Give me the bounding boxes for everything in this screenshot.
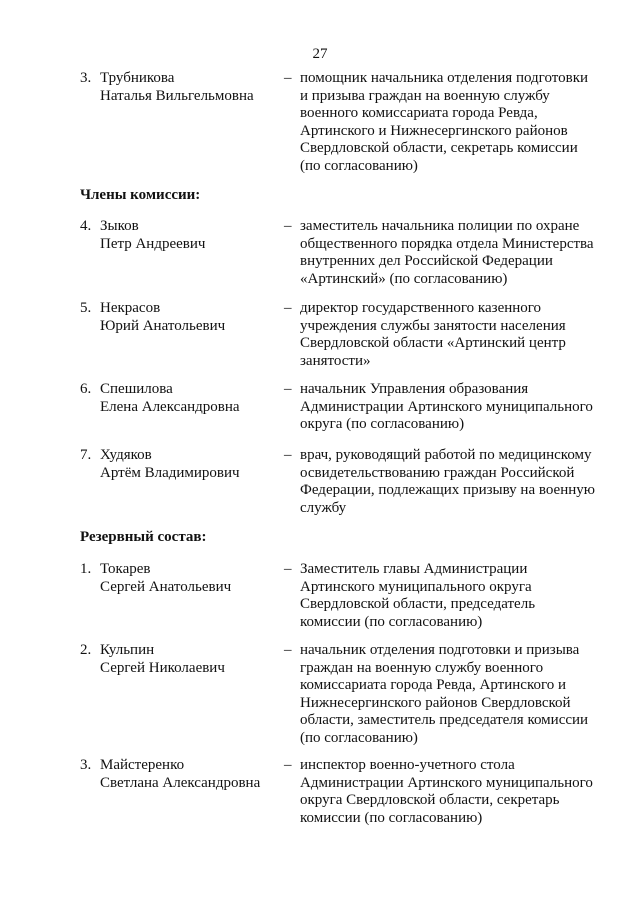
position-description: начальник Управления образования Администрации Артинского муниципального округа (по согласованию) <box>300 381 593 433</box>
dash: – <box>284 218 292 234</box>
reserve-heading: Резервный состав: <box>80 529 207 545</box>
item-number: 7. <box>80 447 92 463</box>
position-description: помощник начальника отделения подготовки и призыва граждан на военную службу военного комиссариата города Ревда, Артинского и Нижнесергинского районов Свердловской области, секретарь комиссии (по согласованию) <box>300 70 589 174</box>
item-number: 1. <box>80 561 92 577</box>
item-number: 3. <box>80 757 92 773</box>
person-name: Худяков Артём Владимирович <box>100 447 240 481</box>
dash: – <box>284 381 292 397</box>
position-description: инспектор военно-учетного стола Администрации Артинского муниципального округа Свердловской области, секретарь комиссии (по согласованию) <box>300 757 593 826</box>
person-name: Кульпин Сергей Николаевич <box>100 642 225 676</box>
person-name: Спешилова Елена Александровна <box>100 381 240 415</box>
page-number: 27 <box>312 46 328 62</box>
item-number: 5. <box>80 300 92 316</box>
item-number: 6. <box>80 381 92 397</box>
members-heading: Члены комиссии: <box>80 187 201 203</box>
position-description: начальник отделения подготовки и призыва граждан на военную службу военного комиссариата города Ревда, Артинского и Нижнесергинского районов Свердловской области, заместитель председателя комиссии (по согласованию) <box>300 642 589 746</box>
dash: – <box>284 642 292 658</box>
dash: – <box>284 70 292 86</box>
dash: – <box>284 561 292 577</box>
person-name: Трубникова Наталья Вильгельмовна <box>100 70 254 104</box>
item-number: 3. <box>80 70 92 86</box>
position-description: врач, руководящий работой по медицинскому освидетельствованию граждан Российской Федерации, подлежащих призыву на военную службу <box>300 447 595 516</box>
item-number: 2. <box>80 642 92 658</box>
dash: – <box>284 757 292 773</box>
person-name: Токарев Сергей Анатольевич <box>100 561 232 595</box>
item-number: 4. <box>80 218 92 234</box>
person-name: Зыков Петр Андреевич <box>100 218 206 252</box>
position-description: Заместитель главы Администрации Артинского муниципального округа Свердловской области, председатель комиссии (по согласованию) <box>300 561 536 630</box>
person-name: Некрасов Юрий Анатольевич <box>100 300 226 334</box>
position-description: директор государственного казенного учреждения службы занятости населения Свердловской области «Артинский центр занятости» <box>300 300 566 369</box>
dash: – <box>284 300 292 316</box>
dash: – <box>284 447 292 463</box>
position-description: заместитель начальника полиции по охране общественного порядка отдела Министерства внутренних дел Российской Федерации «Артинский» (по согласованию) <box>300 218 594 287</box>
person-name: Майстеренко Светлана Александровна <box>100 757 261 791</box>
